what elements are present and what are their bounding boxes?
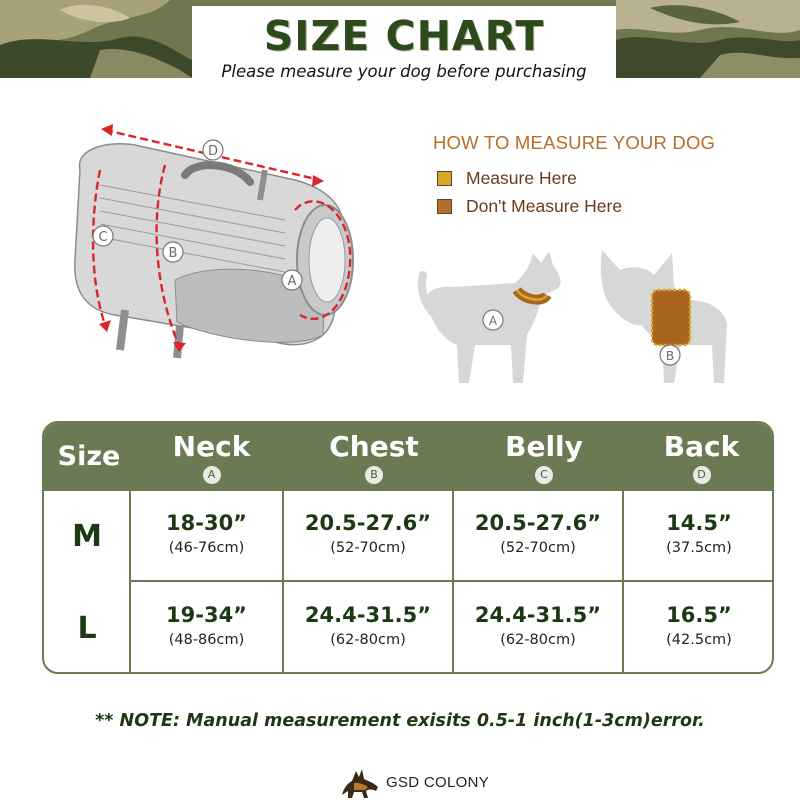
brand-logo — [338, 765, 489, 800]
size-label-l: L — [77, 611, 97, 646]
cell-m-chest — [284, 511, 452, 556]
size-column-header: Size — [57, 441, 121, 472]
cell-inch: 18-30” — [166, 511, 247, 535]
page-title: SIZE CHART — [263, 12, 545, 60]
column-title: Back — [663, 430, 740, 463]
column-title: Chest — [329, 430, 419, 463]
legend-item-measure-here — [437, 168, 577, 188]
cell-inch: 16.5” — [666, 603, 732, 627]
dont-measure-here-swatch — [437, 199, 452, 214]
dog-front-view-figure — [592, 245, 732, 387]
header-card — [192, 6, 616, 84]
cell-l-back — [624, 603, 774, 648]
marker-d: D — [207, 144, 219, 159]
column-title: Belly — [505, 430, 583, 463]
marker-a: A — [287, 274, 297, 289]
cell-inch: 14.5” — [666, 511, 732, 535]
column-marker: C — [535, 466, 553, 484]
cell-cm: (62-80cm) — [330, 632, 406, 648]
cell-inch: 19-34” — [166, 603, 247, 627]
column-marker: D — [693, 466, 711, 484]
column-header-neck — [134, 423, 289, 491]
grid-divider — [130, 580, 774, 582]
cell-inch: 24.4-31.5” — [304, 603, 432, 627]
cell-cm: (52-70cm) — [330, 540, 406, 556]
cell-l-chest — [284, 603, 452, 648]
german-shepherd-icon — [338, 765, 382, 800]
cell-cm: (46-76cm) — [168, 540, 245, 556]
legend-label: Measure Here — [466, 167, 577, 188]
cell-cm: (42.5cm) — [666, 632, 732, 648]
measurement-note: ** NOTE: Manual measurement exisits 0.5-1 inch(1-3cm)error. — [95, 711, 705, 731]
legend-label: Don't Measure Here — [466, 195, 623, 216]
cell-inch: 20.5-27.6” — [474, 511, 602, 535]
measure-here-swatch — [437, 171, 452, 186]
brand-name: GSD COLONY — [386, 774, 490, 791]
cell-l-belly — [454, 603, 622, 648]
page-subtitle: Please measure your dog before purchasing — [221, 62, 587, 81]
dog-side-view-figure — [415, 245, 565, 387]
cell-cm: (48-86cm) — [168, 632, 245, 648]
column-header-back — [629, 423, 774, 491]
column-marker: A — [203, 466, 221, 484]
legend-heading: HOW TO MEASURE YOUR DOG — [433, 132, 716, 153]
cell-m-neck — [131, 511, 282, 556]
harness-illustration — [55, 110, 385, 380]
size-label-m: M — [72, 519, 102, 554]
column-marker: B — [365, 466, 383, 484]
column-header-chest — [289, 423, 459, 491]
dog-marker-a: A — [488, 314, 498, 328]
column-header-belly — [459, 423, 629, 491]
cell-cm: (37.5cm) — [666, 540, 732, 556]
cell-inch: 20.5-27.6” — [304, 511, 432, 535]
cell-cm: (52-70cm) — [500, 540, 576, 556]
cell-m-belly — [454, 511, 622, 556]
dog-marker-b: B — [665, 349, 675, 363]
cell-m-back — [624, 511, 774, 556]
cell-l-neck — [131, 603, 282, 648]
size-table — [42, 421, 774, 674]
column-title: Neck — [172, 430, 251, 463]
legend-item-dont-measure-here — [437, 196, 622, 216]
marker-c: C — [98, 230, 108, 245]
marker-b: B — [168, 246, 178, 261]
cell-inch: 24.4-31.5” — [474, 603, 602, 627]
cell-cm: (62-80cm) — [500, 632, 576, 648]
